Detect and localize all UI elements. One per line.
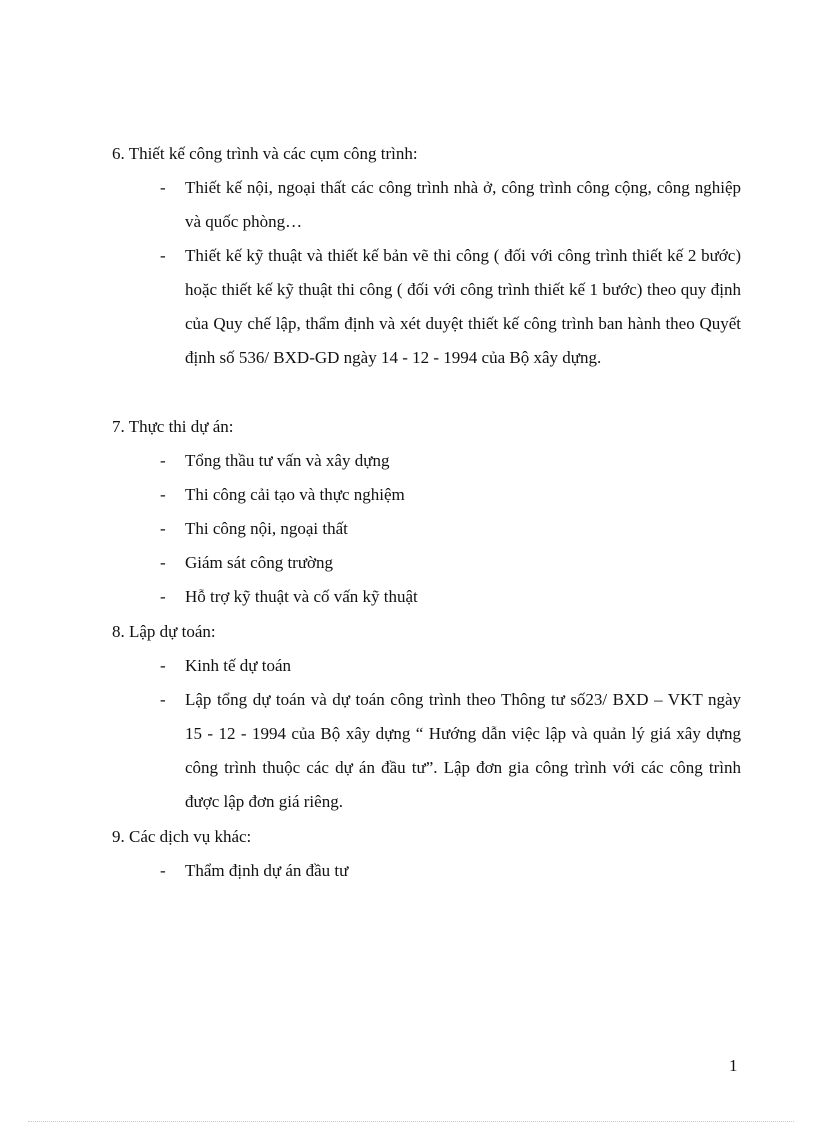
list-item-text: Lập tổng dự toán và dự toán công trình theo Thông tư số23/ BXD – VKT ngày 15 - 12 - 1994 của Bộ xây dựng “ Hướng dẫn việc lập và quản lý giá xây dựng công trình thuộc các dự án đầu tư”. Lập đơn gia công trình với các công trình được lập đơn giá riêng. — [185, 690, 741, 811]
list-item-text: Giám sát công trường — [185, 553, 334, 572]
section-heading: 8. Lập dự toán: — [112, 622, 216, 641]
bullet-dash: - — [160, 656, 166, 675]
list-item — [112, 854, 752, 888]
list-item — [112, 444, 752, 478]
page-number: 1 — [729, 1056, 738, 1075]
list-item — [112, 171, 752, 239]
list-item — [112, 546, 752, 580]
bullet-dash: - — [160, 519, 166, 538]
list-item — [112, 683, 752, 819]
bullet-dash: - — [160, 178, 166, 197]
section-7 — [112, 410, 752, 614]
list-item — [112, 580, 752, 614]
section-6 — [112, 137, 752, 375]
section-heading: 7. Thực thi dự án: — [112, 417, 234, 436]
section-heading: 6. Thiết kế công trình và các cụm công trình: — [112, 144, 418, 163]
section-9 — [112, 820, 752, 888]
list-item — [112, 478, 752, 512]
bullet-dash: - — [160, 485, 166, 504]
section-8 — [112, 615, 752, 819]
list-item — [112, 512, 752, 546]
list-item-text: Thiết kế kỹ thuật và thiết kế bản vẽ thi công ( đối với công trình thiết kế 2 bước) hoặc thiết kế kỹ thuật thi công ( đối với công trình thiết kế 1 bước) theo quy định của Quy chế lập, thẩm định và xét duyệt thiết kế công trình ban hành theo Quyết định số 536/ BXD-GD ngày 14 - 12 - 1994 của Bộ xây dựng. — [185, 246, 741, 367]
list-item-text: Kinh tế dự toán — [185, 656, 292, 675]
list-item — [112, 649, 752, 683]
list-item-text: Thẩm định dự án đầu tư — [185, 861, 349, 880]
bullet-dash: - — [160, 861, 166, 880]
bullet-dash: - — [160, 587, 166, 606]
list-item-text: Thi công nội, ngoại thất — [185, 519, 348, 538]
list-item-text: Thi công cải tạo và thực nghiệm — [185, 485, 405, 504]
bullet-dash: - — [160, 553, 166, 572]
bullet-dash: - — [160, 246, 166, 265]
page-bottom-divider — [28, 1121, 794, 1122]
list-item — [112, 239, 752, 375]
list-item-text: Hỗ trợ kỹ thuật và cố vấn kỹ thuật — [185, 587, 418, 606]
list-item-text: Thiết kế nội, ngoại thất các công trình nhà ở, công trình công cộng, công nghiệp và quốc phòng… — [185, 178, 741, 231]
bullet-dash: - — [160, 690, 166, 709]
list-item-text: Tổng thầu tư vấn và xây dựng — [185, 451, 390, 470]
bullet-dash: - — [160, 451, 166, 470]
section-heading: 9. Các dịch vụ khác: — [112, 827, 252, 846]
